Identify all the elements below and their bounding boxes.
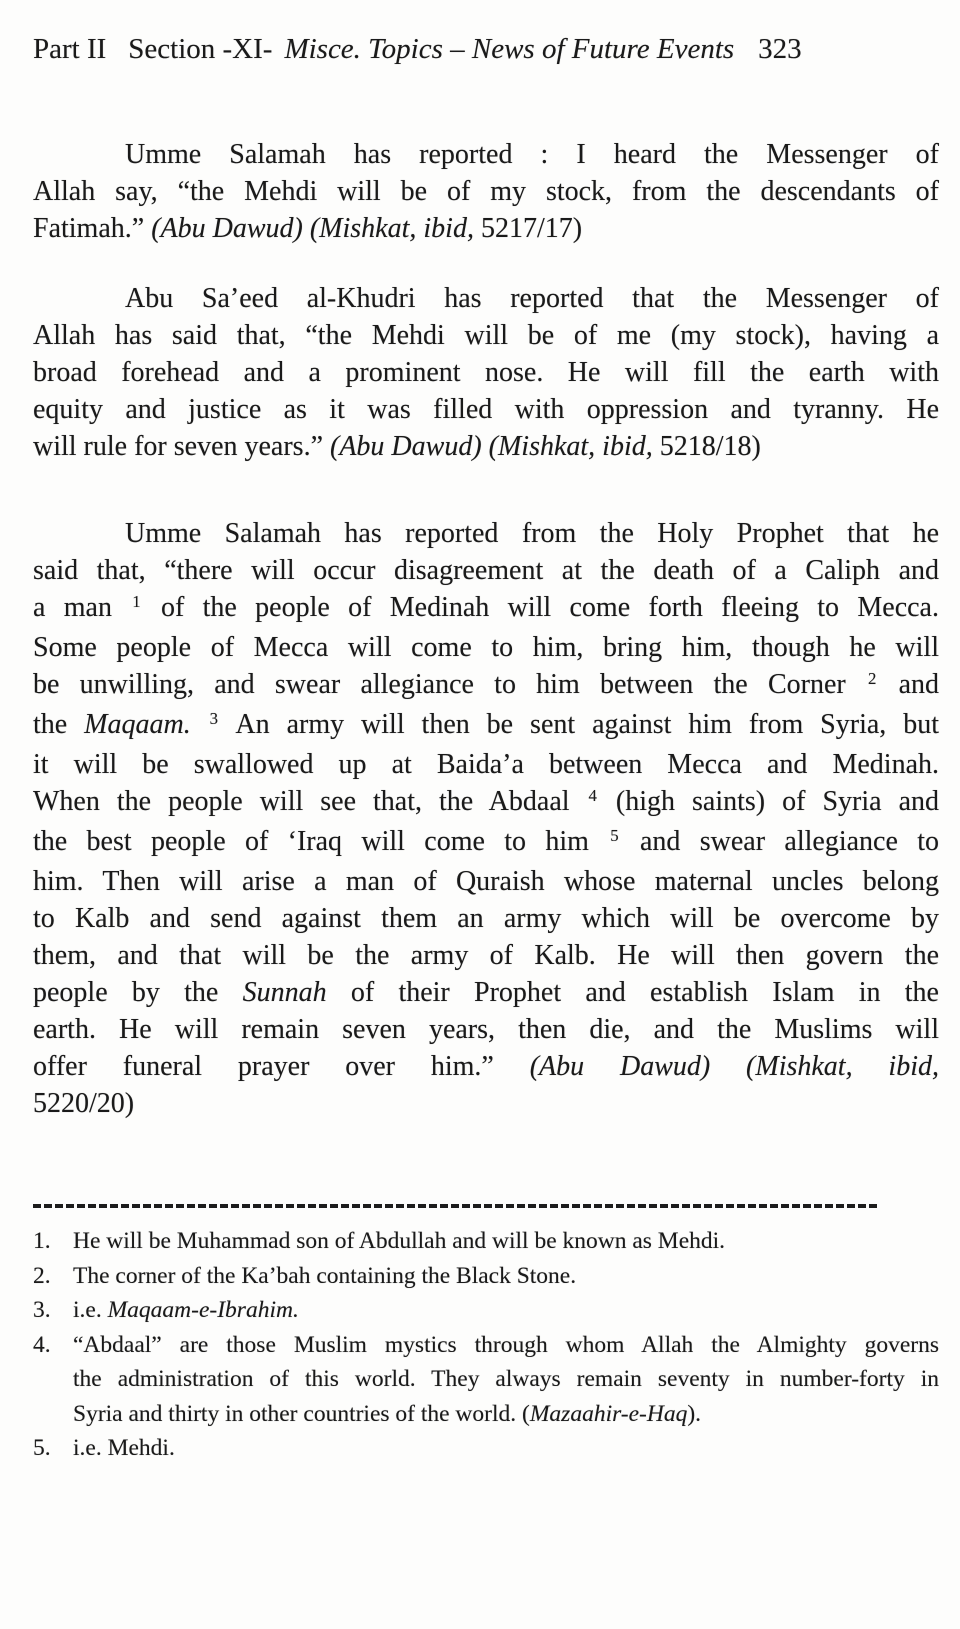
text-line: i.e. Maqaam-e-Ibrahim. <box>73 1297 299 1323</box>
footnote-item-4 <box>33 1328 939 1432</box>
text-line: him. Then will arise a man of Quraish whose maternal uncles belong <box>33 866 939 897</box>
footnote-text <box>73 1259 939 1294</box>
text-line: the Maqaam. $^3$ An army will then be sent against him from Syria, but <box>33 708 940 740</box>
footnotes-section <box>33 1224 939 1466</box>
footnote-number: 1. <box>33 1228 51 1254</box>
text-line: broad forehead and a prominent nose. He will fill the earth with <box>33 357 939 388</box>
text-line: a man $^1$ of the people of Medinah will come forth fleeing to Mecca. <box>33 591 939 623</box>
footnote-number: 5. <box>33 1435 51 1461</box>
footnote-text <box>73 1431 939 1466</box>
text-line: Allah has said that, “the Mehdi will be of me (my stock), having a <box>33 320 939 351</box>
text-line: The corner of the Ka’bah containing the Black Stone. <box>73 1262 577 1289</box>
text-line: When the people will see that, the Abdaal $^4$ (high saints) of Syria and <box>33 785 939 817</box>
footnote-number: 3. <box>33 1297 51 1323</box>
text-line: will rule for seven years.” (Abu Dawud) (Mishkat, ibid, 5218/18) <box>33 431 761 462</box>
text-line: Fatimah.” (Abu Dawud) (Mishkat, ibid, 5217/17) <box>33 213 583 244</box>
text-line: He will be Muhammad son of Abdullah and will be known as Mehdi. <box>73 1228 726 1254</box>
text-line: Syria and thirty in other countries of the world. (Mazaahir-e-Haq). <box>73 1400 702 1427</box>
text-line: it will be swallowed up at Baida’a between Mecca and Medinah. <box>33 749 939 780</box>
footnote-item-3 <box>33 1293 939 1328</box>
text-line: 5220/20) <box>33 1088 135 1119</box>
text-line: offer funeral prayer over him.” (Abu Dawud) (Mishkat, ibid, <box>33 1051 939 1082</box>
paragraph-2 <box>33 280 939 465</box>
text-line: people by the Sunnah of their Prophet and establish Islam in the <box>33 977 939 1008</box>
text-line: Allah say, “the Mehdi will be of my stock, from the descendants of <box>33 176 939 207</box>
text-line: said that, “there will occur disagreement at the death of a Caliph and <box>33 555 939 586</box>
text-line: Umme Salamah has reported from the Holy Prophet that he <box>125 518 939 549</box>
footnote-number: 2. <box>33 1262 51 1289</box>
header-title: Misce. Topics – News of Future Events <box>284 33 735 65</box>
text-line: equity and justice as it was filled with oppression and tyranny. He <box>33 394 939 425</box>
page-body <box>33 136 939 1466</box>
footnote-text <box>73 1224 939 1259</box>
text-line: Abu Sa’eed al-Khudri has reported that the Messenger of <box>125 283 939 314</box>
footnote-divider <box>33 1204 878 1208</box>
text-line: Some people of Mecca will come to him, bring him, though he will <box>33 632 939 663</box>
header-part-label: Part II <box>33 33 107 65</box>
footnote-number: 4. <box>33 1331 51 1358</box>
running-header <box>33 30 960 68</box>
text-line: them, and that will be the army of Kalb. He will then govern the <box>33 940 939 971</box>
footnote-text <box>73 1328 939 1432</box>
header-section-label: Section -XI- <box>128 33 273 65</box>
page-number: 323 <box>758 33 802 65</box>
text-line: “Abdaal” are those Muslim mystics through whom Allah the Almighty governs <box>73 1331 939 1358</box>
footnote-item-2 <box>33 1259 939 1294</box>
text-line: the administration of this world. They always remain seventy in number-forty in <box>73 1366 939 1392</box>
footnote-text <box>73 1293 939 1328</box>
text-line: be unwilling, and swear allegiance to him between the Corner $^2$ and <box>33 668 939 700</box>
text-line: Umme Salamah has reported : I heard the Messenger of <box>125 139 939 170</box>
text-line: earth. He will remain seven years, then die, and the Muslims will <box>33 1014 939 1045</box>
footnote-item-1 <box>33 1224 939 1259</box>
paragraph-1 <box>33 136 939 247</box>
text-line: to Kalb and send against them an army which will be overcome by <box>33 903 939 934</box>
paragraph-3 <box>33 515 939 1122</box>
text-line: the best people of ‘Iraq will come to him $^5$ and swear allegiance to <box>33 825 939 857</box>
footnote-item-5 <box>33 1431 939 1466</box>
text-line: i.e. Mehdi. <box>73 1435 175 1461</box>
